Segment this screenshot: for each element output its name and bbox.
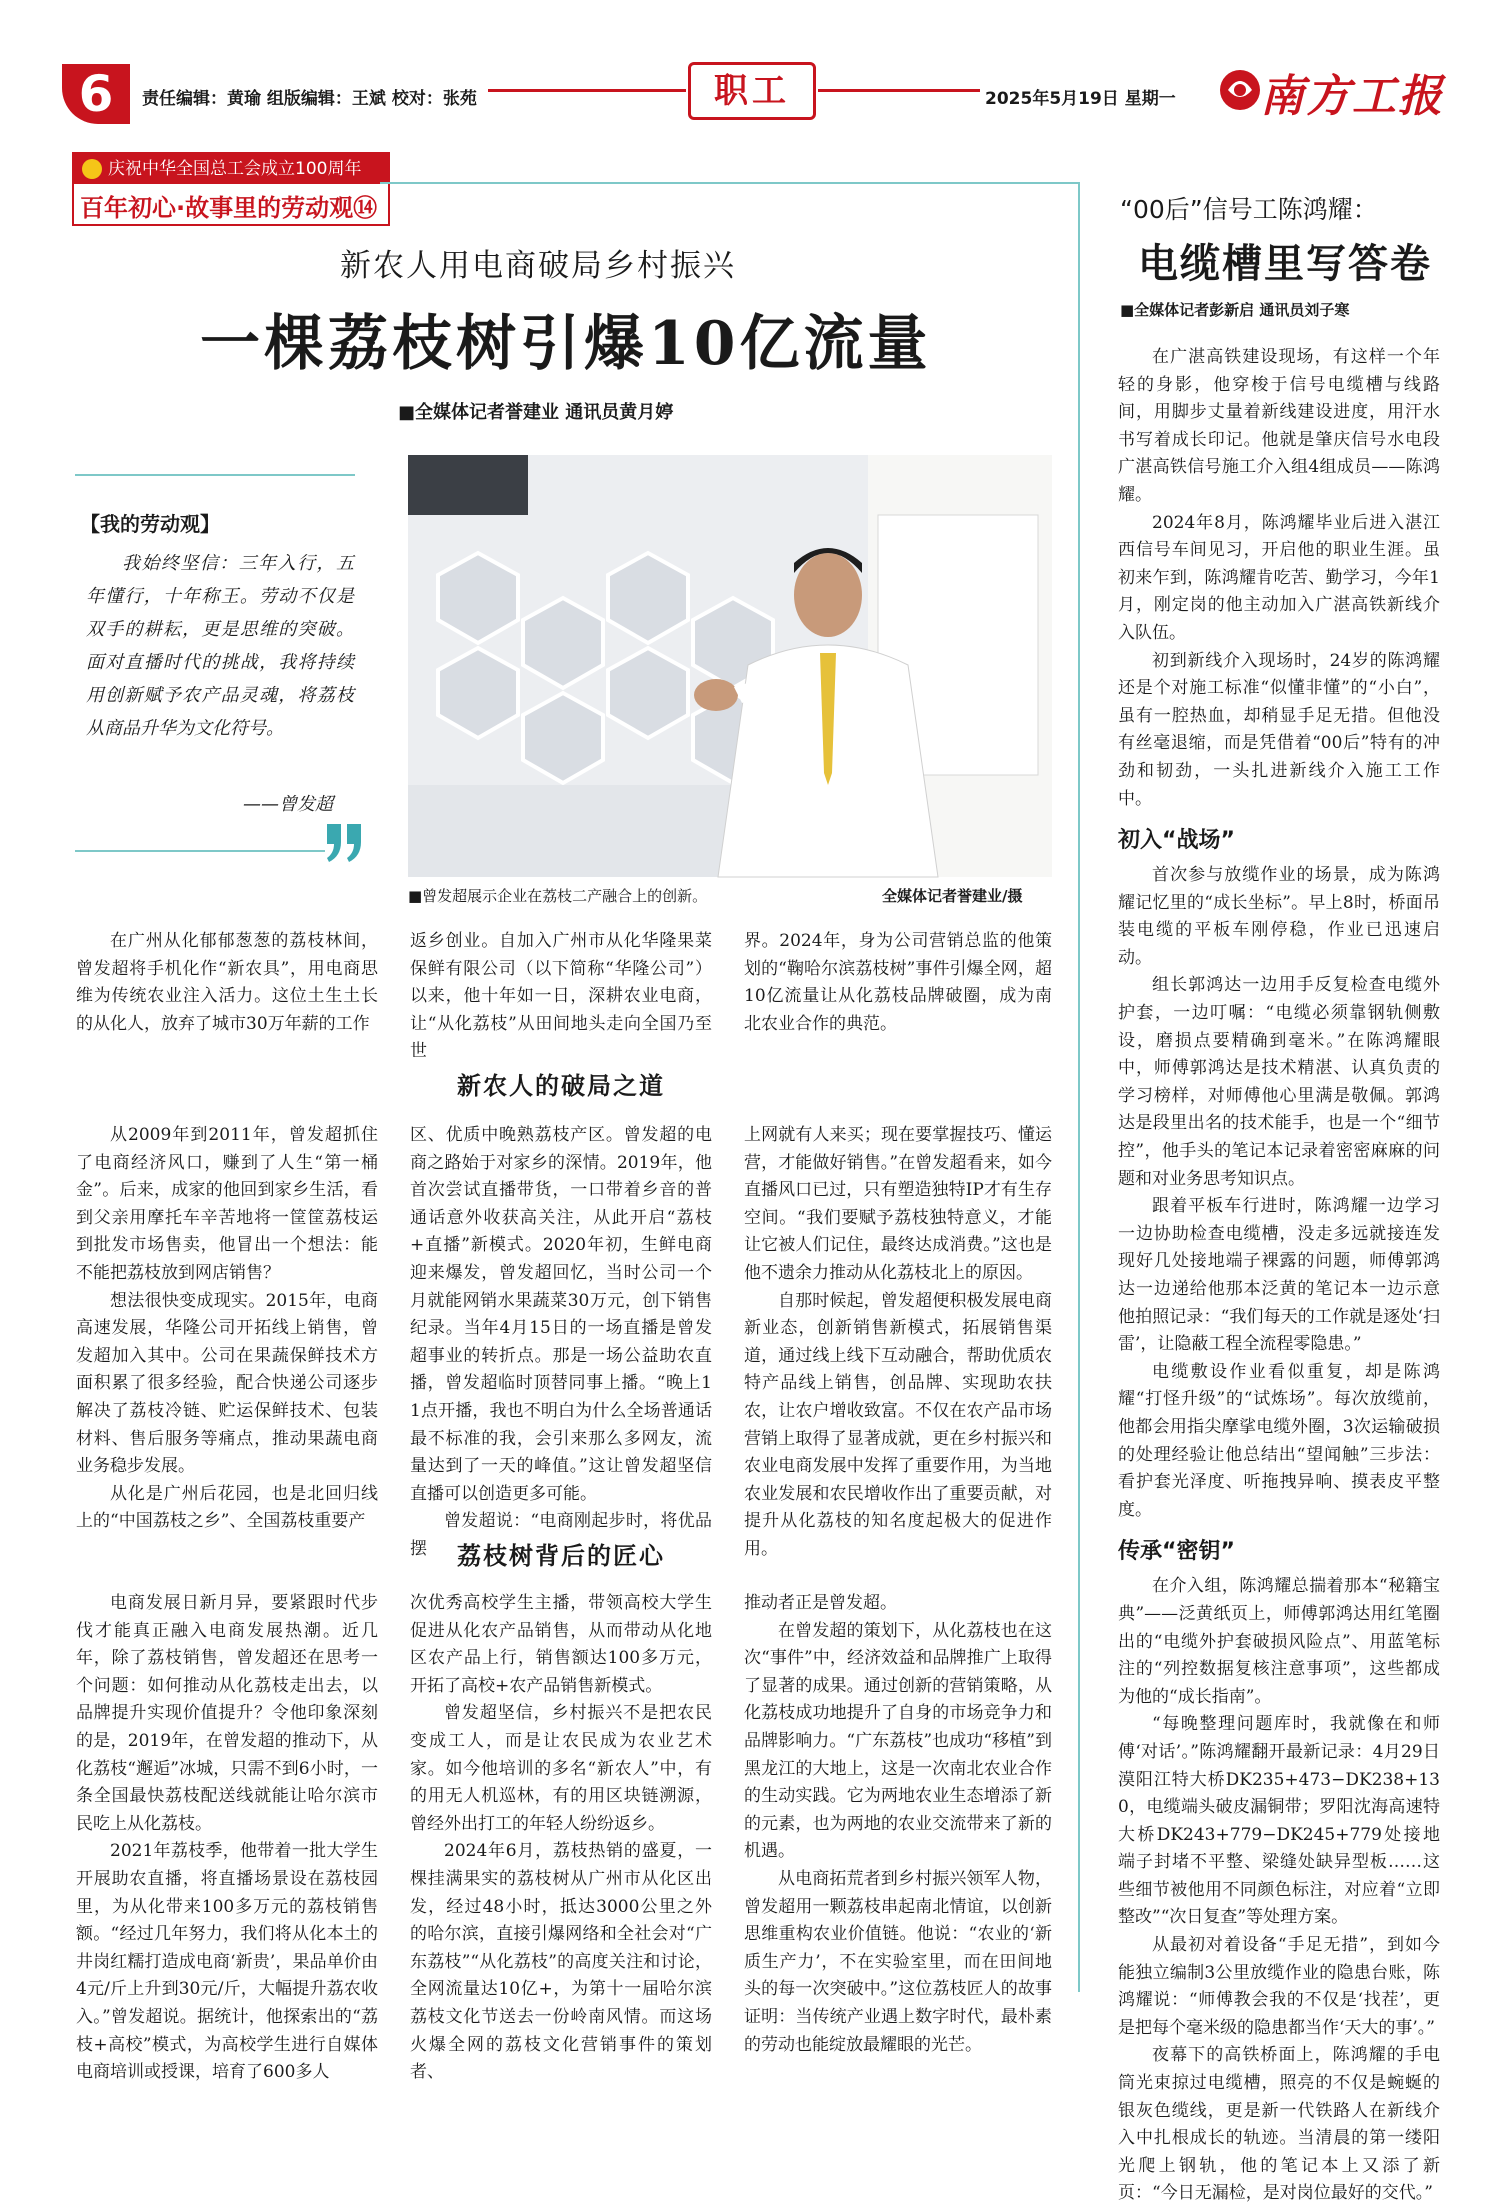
section-label: 职工: [688, 62, 816, 120]
header-rule-left: [488, 89, 686, 92]
intro-col3: 界。2024年，身为公司营销总监的他策划的“鞠哈尔滨荔枝树”事件引爆全网，超10亿流量让从化荔枝品牌破圈，成为南北农业合作的典范。: [744, 931, 1052, 1034]
paragraph: 跟着平板车行进时，陈鸿耀一边学习一边协助检查电缆槽，没走多远就接连发现好几处接地端子裸露的问题，师傅郭鸿达一边递给他那本泛黄的笔记本一边示意他拍照记录：“我们每天的工作就是逐处‘扫雷’，让隐蔽工程全流程零隐患。”: [1118, 1196, 1440, 1355]
intro-col2: 返乡创业。自加入广州市从化华隆果菜保鲜有限公司（以下简称“华隆公司”）以来，他十年如一日，深耕农业电商，让“从化荔枝”从田间地头走向全国乃至世: [410, 931, 712, 1062]
paragraph: 2024年6月，荔枝热销的盛夏，一棵挂满果实的荔枝树从广州市从化区出发，经过48小时，抵达3000公里之外的哈尔滨，直接引爆网络和全社会对“广东荔枝”“从化荔枝”的高度关注和讨论，全网流量达10亿+，为第十一届哈尔滨荔枝文化节送去一份岭南风情。而这场火爆全网的荔枝文化营销事件的策划者、: [410, 1841, 712, 2083]
quote-title: 【我的劳动观】: [80, 512, 220, 536]
section1-col2: [410, 1122, 712, 1564]
paragraph: 从最初对着设备“手足无措”，到如今能独立编制3公里放缆作业的隐患台账，陈鸿耀说：“师傅教会我的不仅是‘找茬’，更是把每个毫米级的隐患都当作‘天大的事’。”: [1118, 1935, 1440, 2038]
section2-col2: [410, 1590, 712, 2087]
paragraph: 2024年8月，陈鸿耀毕业后进入湛江西信号车间见习，开启他的职业生涯。虽初来乍到，陈鸿耀肯吃苦、勤学习，今年1月，刚定岗的他主动加入广湛高铁新线介入队伍。: [1118, 512, 1440, 643]
paragraph: 推动者正是曾发超。: [744, 1593, 897, 1613]
side-subheading-2: 传承“密钥”: [1118, 1539, 1235, 1565]
banner-series-title: 百年初心·故事里的劳动观⑭: [80, 194, 378, 222]
paragraph: 曾发超说：“电商刚起步时，将优品摆: [410, 1511, 712, 1559]
quote-signature: ——曾发超: [243, 794, 333, 815]
issue-date: 2025年5月19日 星期一: [985, 89, 1176, 109]
side-article-body: [1118, 344, 1440, 2208]
article-byline: ■全媒体记者誉建业 通讯员黄月婷: [398, 402, 674, 423]
paragraph: 从电商拓荒者到乡村振兴领军人物，曾发超用一颗荔枝串起南北情谊，以创新思维重构农业价值链。他说：“农业的‘新质生产力’，不在实验室里，而在田间地头的每一次突破中。”这位荔枝匠人的故事证明：当传统产业遇上数字时代，最朴素的劳动也能绽放最耀眼的光芒。: [744, 1868, 1052, 2055]
side-subheading-1: 初入“战场”: [1118, 828, 1235, 854]
paragraph: 组长郭鸿达一边用手反复检查电缆外护套，一边叮嘱：“电缆必须靠钢轨侧敷设，磨损点要精确到毫米。”在陈鸿耀眼中，师傅郭鸿达是技术精湛、认真负责的学习榜样，对师傅他心里满是敬佩。郭鸿达是段里出名的技术能手，也是一个“细节控”，他手头的笔记本记录着密密麻麻的问题和对业务思考知识点。: [1118, 975, 1440, 1189]
newspaper-logo: 南方工报: [1260, 71, 1444, 122]
paragraph: 电商发展日新月异，要紧跟时代步伐才能真正融入电商发展热潮。近几年，除了荔枝销售，曾发超还在思考一个问题：如何推动从化荔枝走出去，以品牌提升实现价值提升？令他印象深刻的是，2019年，在曾发超的推动下，从化荔枝“邂逅”冰城，只需不到6小时，一条全国最快荔枝配送线就能让哈尔滨市民吃上从化荔枝。: [76, 1593, 378, 1834]
paragraph: 夜幕下的高铁桥面上，陈鸿耀的手电筒光束掠过电缆槽，照亮的不仅是蜿蜒的银灰色缆线，更是新一代铁路人在新线介入中扎根成长的轨迹。当清晨的第一缕阳光爬上钢轨，他的笔记本上又添了新页：“今日无漏检，是对岗位最好的交代。”: [1118, 2045, 1440, 2204]
paragraph: 初到新线介入现场时，24岁的陈鸿耀还是个对施工标准“似懂非懂”的“小白”，虽有一腔热血，却稍显手足无措。但他没有丝毫退缩，而是凭借着“00后”特有的冲劲和韧劲，一头扎进新线介入施工工作中。: [1118, 650, 1440, 809]
newspaper-logo-icon: [1218, 64, 1262, 116]
paragraph: 在曾发超的策划下，从化荔枝也在这次“事件”中，经济效益和品牌推广上取得了显著的成果。通过创新的营销策略，从化荔枝成功地提升了自身的市场竞争力和品牌影响力。“广东荔枝”也成功“移植”到黑龙江的大地上，这是一次南北农业合作的生动实践。它为两地农业生态增添了新的元素，也为两地的农业交流带来了新的机遇。: [744, 1620, 1052, 1862]
paragraph: 自那时候起，曾发超便积极发展电商新业态，创新销售新模式，拓展销售渠道，通过线上线下互动融合，帮助优质农特产品线上销售，创品牌、实现助农扶农，让农户增收致富。不仅在农产品市场营销上取得了显著成就，更在乡村振兴和农业电商发展中发挥了重要作用，为当地农业发展和农民增收作出了重要贡献，对提升从化荔枝的知名度起极大的促进作用。: [744, 1290, 1052, 1559]
banner-top-line: 庆祝中华全国总工会成立100周年: [74, 154, 388, 184]
closing-quote-icon: [323, 820, 367, 866]
intro-col1: 在广州从化郁郁葱葱的荔枝林间，曾发超将手机化作“新农具”，用电商思维为传统农业注入活力。这位土生土长的从化人，放弃了城市30万年薪的工作: [76, 931, 378, 1034]
quote-rule-bottom: [75, 850, 325, 852]
frame-right: [1078, 182, 1080, 1992]
quote-rule-top: [75, 474, 355, 476]
side-article-title: 电缆槽里写答卷: [1138, 240, 1432, 287]
paragraph: 曾发超坚信，乡村振兴不是把农民变成工人，而是让农民成为农业艺术家。如今他培训的多名“新农人”中，有的用无人机巡林，有的用区块链溯源，曾经外出打工的年轻人纷纷返乡。: [410, 1703, 712, 1834]
paragraph: 上网就有人来买；现在要掌握技巧、懂运营，才能做好销售。”在曾发超看来，如今直播风口已过，只有塑造独特IP才有生存空间。“我们要赋予荔枝独特意义，才能让它被人们记住，最终达成消费。”这也是他不遗余力推动从化荔枝北上的原因。: [744, 1125, 1052, 1283]
section2-heading: 荔枝树背后的匠心: [457, 1542, 665, 1570]
editors-line: 责任编辑：黄瑜 组版编辑：王斌 校对：张苑: [142, 89, 477, 109]
side-article-kicker: “00后”信号工陈鸿耀：: [1120, 195, 1378, 224]
paragraph: 想法很快变成现实。2015年，电商高速发展，华隆公司开拓线上销售，曾发超加入其中。公司在果蔬保鲜技术方面积累了很多经验，配合快递公司逐步解决了荔枝冷链、贮运保鲜技术、包装材料、售后服务等痛点，推动果蔬电商业务稳步发展。: [76, 1290, 378, 1477]
paragraph: 2021年荔枝季，他带着一批大学生开展助农直播，将直播场景设在荔枝园里，为从化带来100多万元的荔枝销售额。“经过几年努力，我们将从化本土的井岗红糯打造成电商‘新贵’，果品单价由4元/斤上升到30元/斤，大幅提升荔农收入。”曾发超说。据统计，他探索出的“荔枝+高校”模式，为高校学生进行自媒体电商培训或授课，培育了600多人: [76, 1841, 378, 2083]
section1-heading: 新农人的破局之道: [457, 1072, 665, 1100]
page-number: 6: [62, 64, 130, 124]
paragraph: “每晚整理问题库时，我就像在和师傅‘对话’。”陈鸿耀翻开最新记录：4月29日漠阳江特大桥DK235+473−DK238+130，电缆端头破皮漏铜带；罗阳沈海高速特大桥DK243+779−DK245+779处接地端子封堵不平整、梁缝处缺异型板……这些细节被他用不同颜色标注，对应着“立即整改”“次日复查”等处理方案。: [1118, 1714, 1440, 1928]
article-title: 一棵荔枝树引爆10亿流量: [200, 309, 932, 379]
header-rule-right: [818, 89, 980, 92]
article-photo: [408, 455, 1052, 877]
section1-col1: [76, 1122, 378, 1536]
photo-illustration: [408, 455, 1052, 877]
series-banner: [72, 152, 390, 226]
paragraph: 在介入组，陈鸿耀总揣着那本“秘籍宝典”——泛黄纸页上，师傅郭鸿达用红笔圈出的“电缆外护套破损风险点”、用蓝笔标注的“列控数据复核注意事项”，这些都成为他的“成长指南”。: [1118, 1576, 1440, 1707]
paragraph: 区、优质中晚熟荔枝产区。曾发超的电商之路始于对家乡的深情。2019年，他首次尝试直播带货，一口带着乡音的普通话意外收获高关注，从此开启“荔枝+直播”新模式。2020年初，生鲜电商迎来爆发，曾发超回忆，当时公司一个月就能网销水果蔬菜30万元，创下销售纪录。当年4月15日的一场直播是曾发超事业的转折点。那是一场公益助农直播，曾发超临时顶替同事上播。“晚上11点开播，我也不明白为什么全场普通话最不标准的我，会引来那么多网友，流量达到了一天的峰值。”这让曾发超坚信直播可以创造更多可能。: [410, 1125, 712, 1504]
section1-col3: [744, 1122, 1052, 1564]
paragraph: 首次参与放缆作业的场景，成为陈鸿耀记忆里的“成长坐标”。早上8时，桥面吊装电缆的平板车刚停稳，作业已迅速启动。: [1118, 865, 1440, 968]
article-kicker: 新农人用电商破局乡村振兴: [340, 248, 736, 284]
section2-col1: [76, 1590, 378, 2087]
paragraph: 从2009年到2011年，曾发超抓住了电商经济风口，赚到了人生“第一桶金”。后来，成家的他回到家乡生活，看到父亲用摩托车辛苦地将一筐筐荔枝运到批发市场售卖，他冒出一个想法：能不能把荔枝放到网店销售？: [76, 1125, 378, 1283]
section2-col3: [744, 1590, 1052, 2059]
photo-credit: 全媒体记者誉建业/摄: [882, 887, 1023, 905]
side-article-byline: ■全媒体记者彭新启 通讯员刘子寒: [1120, 301, 1350, 319]
quote-body: 我始终坚信：三年入行，五年懂行，十年称王。劳动不仅是双手的耕耘，更是思维的突破。面对直播时代的挑战，我将持续用创新赋予农产品灵魂，将荔枝从商品升华为文化符号。: [86, 553, 354, 739]
union-emblem-icon: [82, 159, 102, 179]
paragraph: 在广湛高铁建设现场，有这样一个年轻的身影，他穿梭于信号电缆槽与线路间，用脚步丈量着新线建设进度，用汗水书写着成长印记。他就是肇庆信号水电段广湛高铁信号施工介入组4组成员——陈鸿耀。: [1118, 347, 1440, 505]
paragraph: 电缆敷设作业看似重复，却是陈鸿耀“打怪升级”的“试炼场”。每次放缆前，他都会用指尖摩挲电缆外圈，3次运输破损的处理经验让他总结出“望闻触”三步法：看护套光泽度、听拖拽异响、摸表皮平整度。: [1118, 1361, 1440, 1520]
photo-caption: ■曾发超展示企业在荔枝二产融合上的创新。: [408, 887, 708, 905]
paragraph: 次优秀高校学生主播，带领高校大学生促进从化农产品销售，从而带动从化地区农产品上行，销售额达100多万元，开拓了高校+农产品销售新模式。: [410, 1593, 712, 1696]
paragraph: 从化是广州后花园，也是北回归线上的“中国荔枝之乡”、全国荔枝重要产: [76, 1483, 378, 1532]
frame-top: [380, 182, 1080, 184]
